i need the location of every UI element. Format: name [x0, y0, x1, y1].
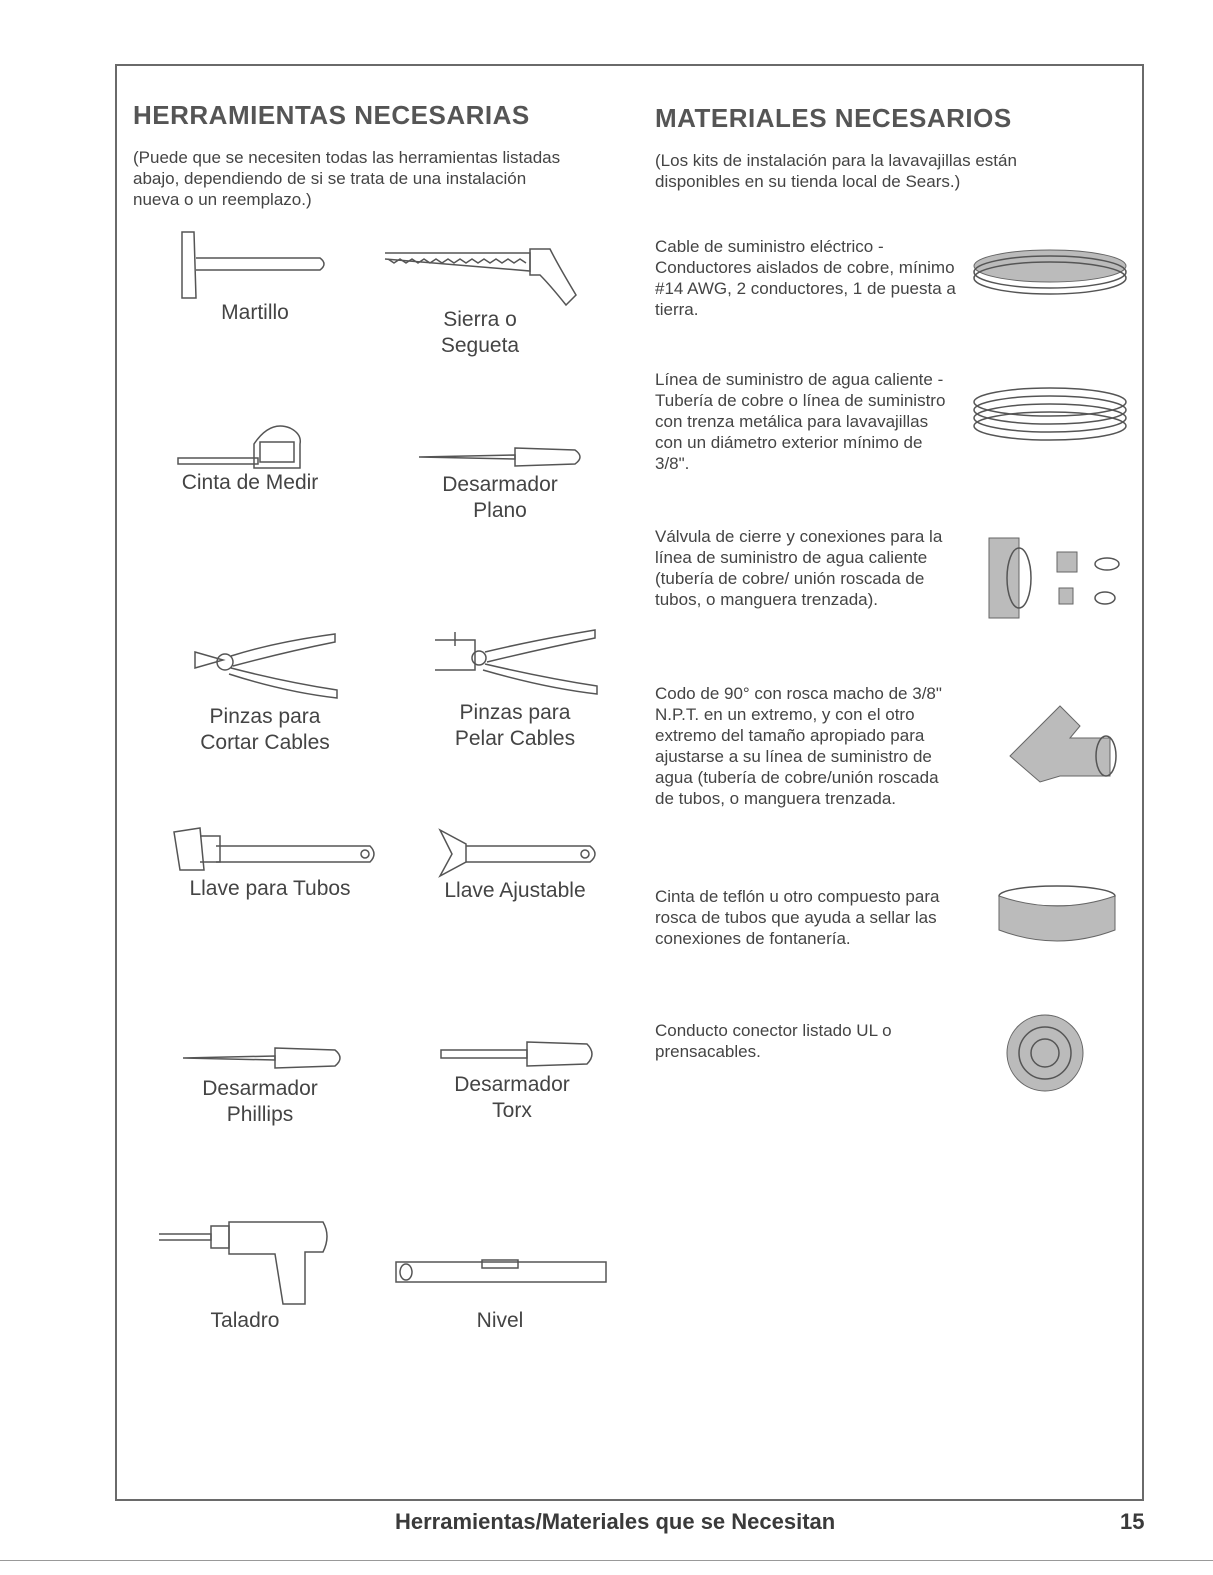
drill-icon	[155, 1220, 335, 1308]
phillips-screwdriver-icon	[175, 1040, 345, 1076]
teflon-tape-icon	[995, 882, 1120, 946]
material-elbow-fitting: Codo de 90° con rosca macho de 3/8" N.P.T. en un extremo, y con el otro extremo del tamaño apropiado para ajustarse a su línea de suministro de agua (tubería de cobre/unión roscada de tubos, o manguera trenzada.	[655, 684, 942, 808]
tool-label: Cinta de Medir	[181, 471, 319, 494]
electrical-cable-icon	[970, 244, 1130, 298]
tool-label: Taladro	[210, 1309, 280, 1332]
hammer-icon	[170, 228, 340, 300]
shutoff-valve-icon	[985, 532, 1125, 622]
tool-label: Llave Ajustable	[444, 879, 586, 902]
tool-label: Llave para Tubos	[189, 877, 351, 900]
material-shutoff-valve: Válvula de cierre y conexiones para la línea de suministro de agua caliente (tubería de cobre/ unión roscada de tubos, o manguera trenzada).	[655, 527, 943, 609]
tool-torx-screwdriver	[412, 1036, 612, 1124]
tape-measure-icon	[170, 418, 330, 470]
tool-label: Desarmador	[202, 1077, 318, 1100]
saw-icon	[380, 245, 580, 307]
tool-pipe-wrench	[160, 822, 380, 902]
adjustable-wrench-icon	[430, 826, 600, 878]
footer-title: Herramientas/Materiales que se Necesitan	[395, 1509, 836, 1534]
conduit-connector-icon	[1000, 1010, 1090, 1096]
wire-cutter-icon	[185, 632, 345, 704]
tool-label-2: Torx	[492, 1099, 532, 1122]
tool-label: Nivel	[476, 1309, 524, 1332]
flat-screwdriver-icon	[415, 442, 585, 472]
tool-adjustable-wrench	[420, 826, 610, 904]
tool-hammer	[160, 228, 350, 326]
material-electrical-cable: Cable de suministro eléctrico - Conductores aislados de cobre, mínimo #14 AWG, 2 conductores, 1 de puesta a tierra.	[655, 237, 956, 319]
tools-intro: (Puede que se necesiten todas las herramientas listadas abajo, dependiendo de si se trata de una instalación nueva o un reemplazo.)	[133, 148, 561, 209]
tool-label: Martillo	[221, 301, 289, 324]
elbow-fitting-icon	[1000, 696, 1120, 786]
copper-tubing-icon	[970, 384, 1130, 444]
wire-stripper-icon	[425, 626, 605, 700]
bottom-rule	[0, 1560, 1213, 1561]
tool-label-2: Pelar Cables	[454, 727, 576, 750]
tool-label: Desarmador	[454, 1073, 570, 1096]
tool-label: Pinzas para	[459, 701, 571, 724]
material-conduit-connector: Conducto conector listado UL o prensacables.	[655, 1021, 892, 1061]
page-number: 15	[1120, 1509, 1145, 1534]
tool-label-2: Segueta	[440, 334, 520, 357]
tools-heading: HERRAMIENTAS NECESARIAS	[133, 100, 530, 130]
material-copper-tubing: Línea de suministro de agua caliente - Tubería de cobre o línea de suministro con trenza metálica para lavavajillas con un diámetro exterior mínimo de 3/8".	[655, 370, 946, 473]
tool-label-2: Plano	[473, 499, 527, 522]
tool-saw	[380, 245, 580, 359]
materials-heading: MATERIALES NECESARIOS	[655, 103, 1012, 133]
tool-flat-screwdriver	[400, 442, 600, 524]
tool-label: Desarmador	[442, 473, 558, 496]
pipe-wrench-icon	[160, 822, 380, 876]
tool-level	[385, 1256, 615, 1334]
level-icon	[390, 1256, 610, 1286]
tool-drill	[150, 1220, 340, 1334]
tool-wire-cutter	[165, 632, 365, 756]
tool-phillips-screwdriver	[160, 1040, 360, 1128]
material-teflon-tape: Cinta de teflón u otro compuesto para rosca de tubos que ayuda a sellar las conexiones de fontanería.	[655, 887, 940, 948]
tool-label: Pinzas para	[209, 705, 321, 728]
tool-label: Sierra o	[443, 308, 517, 331]
tool-tape-measure	[155, 418, 345, 496]
tool-label-2: Phillips	[226, 1103, 294, 1126]
tool-wire-stripper	[410, 626, 620, 752]
torx-screwdriver-icon	[427, 1036, 597, 1072]
materials-intro: (Los kits de instalación para la lavavajillas están disponibles en su tienda local de Sears.)	[655, 151, 1017, 191]
tool-label-2: Cortar Cables	[200, 731, 330, 754]
